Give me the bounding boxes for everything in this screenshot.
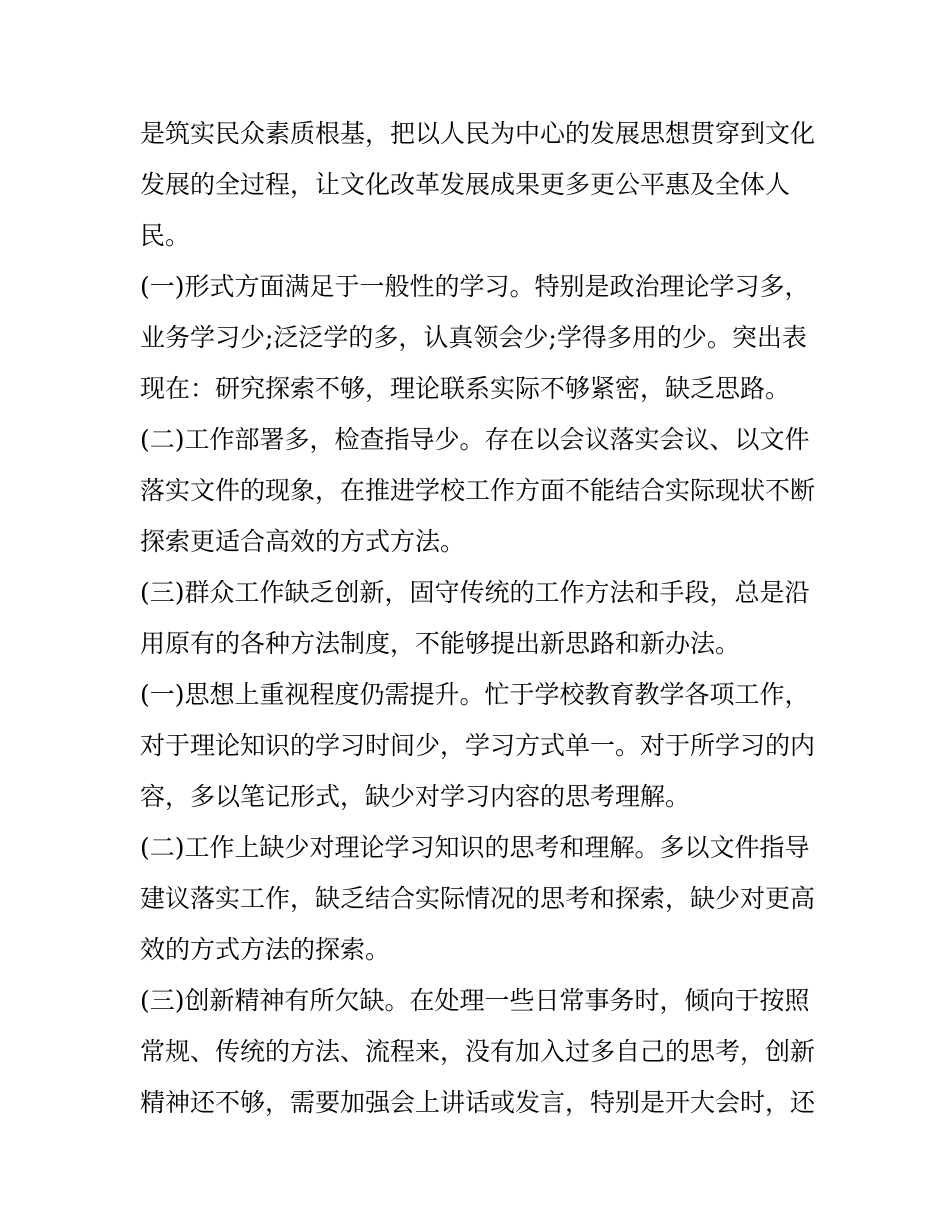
text-line-1: 是筑实民众素质根基，把以人民为中心的发展思想贯穿到文化 [140,119,816,148]
text-line-20: 精神还不够，需要加强会上讲话或发言，特别是开大会时，还 [140,1088,816,1117]
text-line-17: 效的方式方法的探索。 [140,935,391,964]
text-line-7: (二)工作部署多，检查指导少。存在以会议落实会议、以文件 [140,425,810,454]
text-line-19: 常规、传统的方法、流程来，没有加入过多自己的思考，创新 [140,1037,816,1066]
text-line-14: 容，多以笔记形式，缺少对学习内容的思考理解。 [140,782,691,811]
text-line-6: 现在：研究探索不够，理论联系实际不够紧密，缺乏思路。 [140,374,791,403]
document-body [140,108,820,1128]
text-line-8: 落实文件的现象，在推进学校工作方面不能结合实际现状不断 [140,476,816,505]
text-line-2: 发展的全过程，让文化改革发展成果更多更公平惠及全体人 [140,170,791,199]
text-line-16: 建议落实工作，缺乏结合实际情况的思考和探索，缺少对更高 [140,884,816,913]
text-line-18: (三)创新精神有所欠缺。在处理一些日常事务时，倾向于按照 [140,986,810,1015]
text-line-9: 探索更适合高效的方式方法。 [140,527,466,556]
text-line-13: 对于理论知识的学习时间少，学习方式单一。对于所学习的内 [140,731,816,760]
text-line-4: (一)形式方面满足于一般性的学习。特别是政治理论学习多， [140,272,810,301]
text-line-12: (一)思想上重视程度仍需提升。忙于学校教育教学各项工作， [140,680,810,709]
text-line-3: 民。 [140,221,191,250]
text-line-15: (二)工作上缺少对理论学习知识的思考和理解。多以文件指导 [140,833,810,862]
text-line-11: 用原有的各种方法制度，不能够提出新思路和新办法。 [140,629,741,658]
text-line-10: (三)群众工作缺乏创新，固守传统的工作方法和手段，总是沿 [140,578,810,607]
text-line-5: 业务学习少;泛泛学的多，认真领会少;学得多用的少。突出表 [140,323,807,352]
